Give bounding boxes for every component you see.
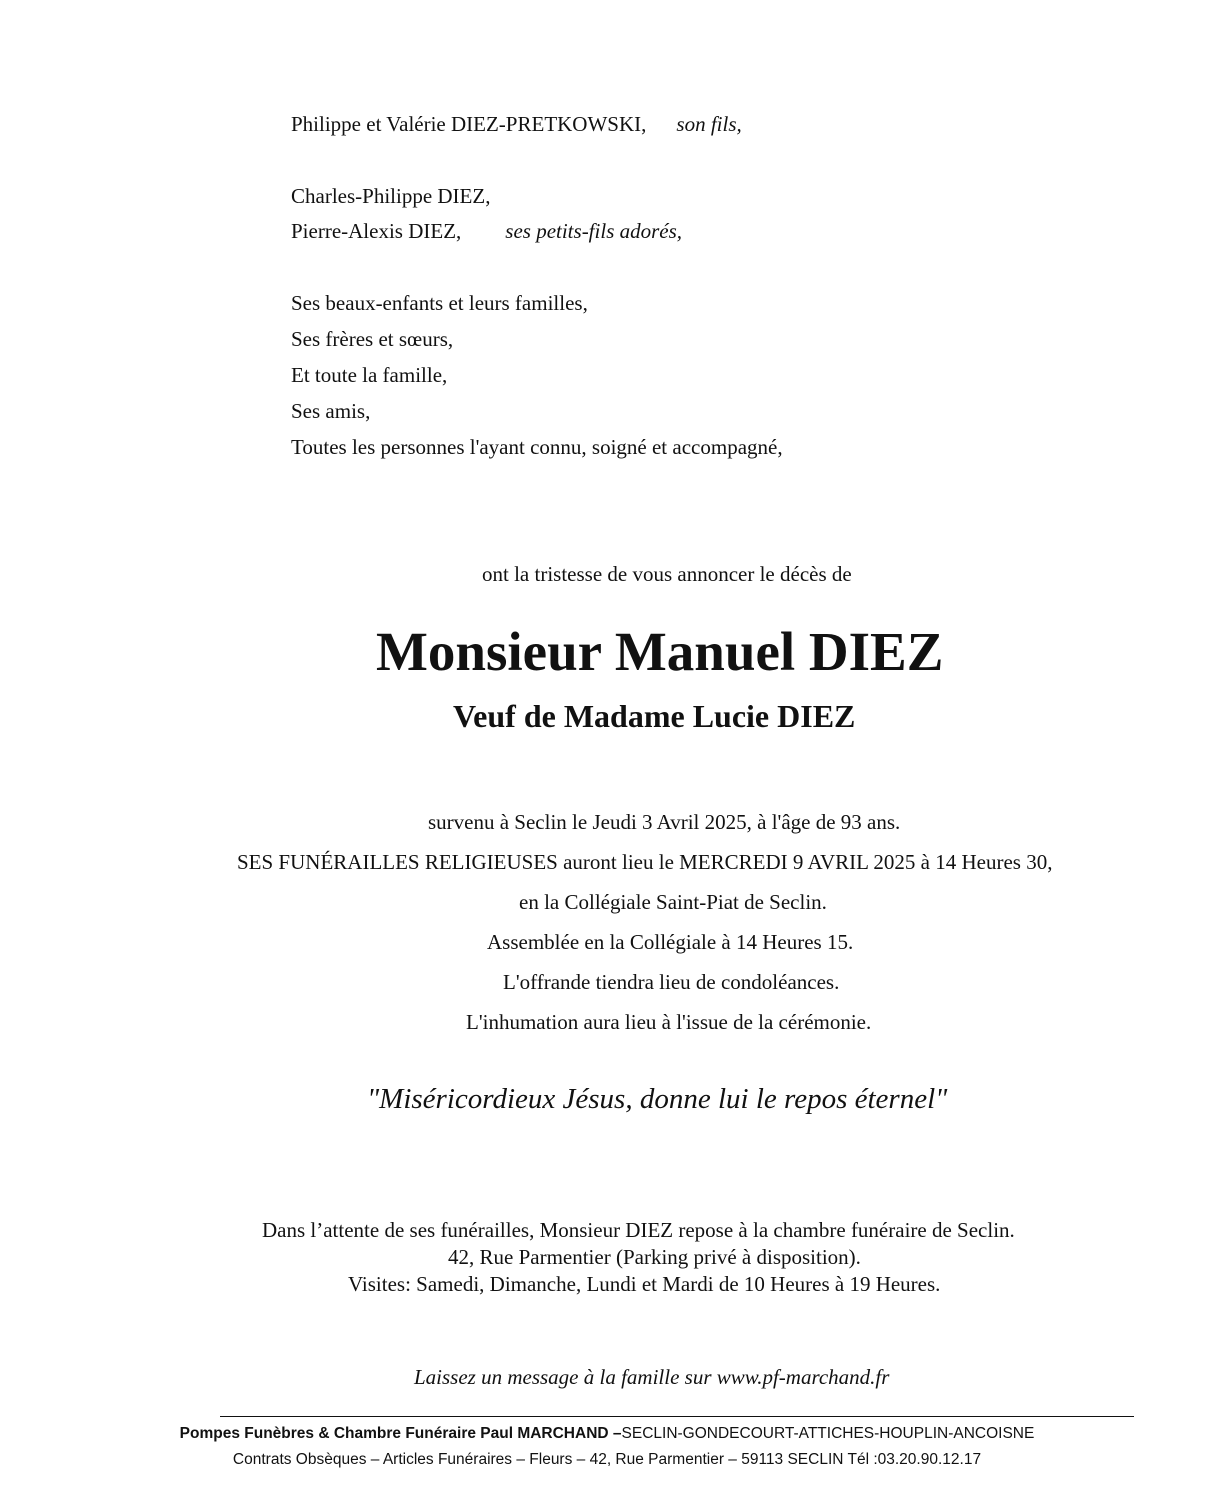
detail-funeral: SES FUNÉRAILLES RELIGIEUSES auront lieu le MERCREDI 9 AVRIL 2025 à 14 Heures 30, [237,850,1053,874]
message-link[interactable]: Laissez un message à la famille sur www.pf-marchand.fr [414,1365,890,1389]
grandson-2-line [291,218,682,244]
family-other-2: Ses frères et sœurs, [291,327,454,351]
detail-church: en la Collégiale Saint-Piat de Seclin. [519,890,827,914]
detail-assembly: Assemblée en la Collégiale à 14 Heures 15. [487,930,854,954]
footer-divider [220,1416,1134,1417]
footer-company-line [0,1424,1214,1444]
son-relation: son fils, [676,112,742,136]
family-other-4: Ses amis, [291,399,371,423]
grandson-relation: ses petits-fils adorés, [505,219,683,243]
visitation-1: Dans l’attente de ses funérailles, Monsieur DIEZ repose à la chambre funéraire de Seclin. [262,1218,1015,1242]
detail-burial: L'inhumation aura lieu à l'issue de la cérémonie. [466,1010,872,1034]
footer-towns: SECLIN-GONDECOURT-ATTICHES-HOUPLIN-ANCOISNE [621,1425,1035,1442]
footer-services: Contrats Obsèques – Articles Funéraires – Fleurs – 42, Rue Parmentier – 59113 SECLIN Tél :03.20.90.12.17 [232,1451,982,1468]
visitation-2: 42, Rue Parmentier (Parking privé à disposition). [448,1245,861,1269]
family-other-1: Ses beaux-enfants et leurs familles, [291,291,588,315]
family-son-line [291,111,742,137]
footer-company: Pompes Funèbres & Chambre Funéraire Paul MARCHAND – [179,1425,622,1442]
memorial-quote: "Miséricordieux Jésus, donne lui le repos éternel" [367,1083,948,1115]
announcement-text: ont la tristesse de vous annoncer le décès de [482,562,852,586]
grandson-2-name: Pierre-Alexis DIEZ, [291,219,462,243]
grandson-1-line: Charles-Philippe DIEZ, [291,184,491,208]
detail-death: survenu à Seclin le Jeudi 3 Avril 2025, à l'âge de 93 ans. [428,810,901,834]
detail-offering: L'offrande tiendra lieu de condoléances. [503,970,840,994]
visitation-3: Visites: Samedi, Dimanche, Lundi et Mardi de 10 Heures à 19 Heures. [348,1272,941,1296]
deceased-subtitle: Veuf de Madame Lucie DIEZ [453,698,856,734]
deceased-name: Monsieur Manuel DIEZ [376,621,944,682]
family-other-3: Et toute la famille, [291,363,448,387]
family-other-5: Toutes les personnes l'ayant connu, soigné et accompagné, [291,435,783,459]
son-name: Philippe et Valérie DIEZ-PRETKOWSKI, [291,112,647,136]
